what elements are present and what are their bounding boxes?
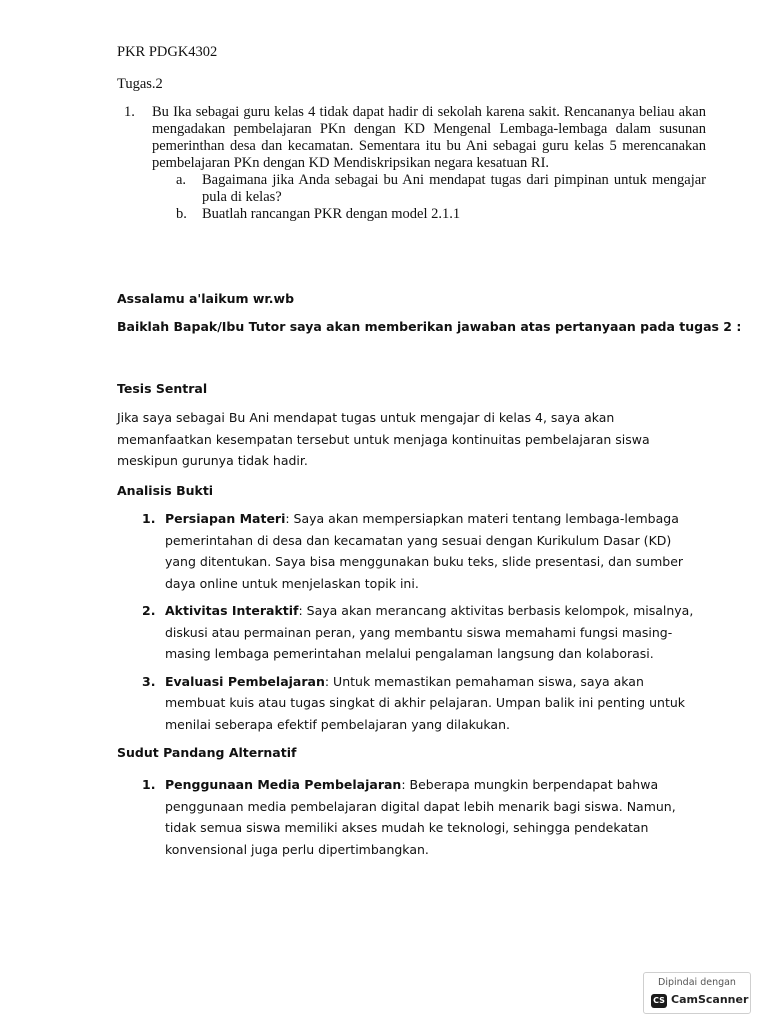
subitem-text: Bagaimana jika Anda sebagai bu Ani mendapat tugas dari pimpinan untuk mengajar pula di kelas? [202,172,706,205]
list-item-title: Evaluasi Pembelajaran [165,673,325,689]
list-item-text: : Saya akan mempersiapkan materi tentang lembaga-lembaga pemerintahan di desa dan kecamatan yang sesuai dengan Kurikulum Dasar (KD) yang ditentukan. Saya bisa menggunakan buku teks, slide presentasi, dan sumber daya online untuk menjelaskan topik ini. [165,511,684,591]
question-subitem-b [176,206,706,223]
list-item [142,774,702,860]
subitem-text: Buatlah rancangan PKR dengan model 2.1.1 [202,206,461,222]
list-item-text: : Beberapa mungkin berpendapat bahwa penggunaan media pembelajaran digital dapat lebih menarik bagi siswa. Namun, tidak semua siswa memiliki akses mudah ke teknologi, sehingga pendekatan konvensional juga perlu dipertimbangkan. [165,777,676,857]
list-item [142,508,702,594]
list-item-number: 3. [142,673,156,689]
analisis-heading: Analisis Bukti [117,483,214,498]
list-item-number: 1. [142,777,156,792]
list-item-title: Penggunaan Media Pembelajaran [165,777,402,792]
subitem-letter: b. [176,206,187,222]
list-item-number: 2. [142,603,156,618]
camscanner-logo-icon: CS [651,994,667,1008]
list-item-text: : Saya akan merancang aktivitas berbasis kelompok, misalnya, diskusi atau permainan peran, yang membantu siswa memahami fungsi masing-masing lembaga pemerintahan melalui pengalaman langsung dan kolaborasi. [165,603,694,661]
analisis-list [142,508,702,741]
list-item-number: 1. [142,511,156,526]
list-item-text: : Untuk memastikan pemahaman siswa, saya akan membuat kuis atau tugas singkat di akhir pelajaran. Umpan balik ini penting untuk menilai seberapa efektif pembelajaran yang dilakukan. [165,673,686,732]
sudut-list [142,774,702,866]
watermark-brand: CamScanner [671,993,749,1006]
tesis-paragraph: Jika saya sebagai Bu Ani mendapat tugas untuk mengajar di kelas 4, saya akan memanfaatkan kesempatan tersebut untuk menjaga kontinuitas pembelajaran siswa meskipun gurunya tidak hadir. [117,410,650,468]
tesis-heading: Tesis Sentral [117,381,208,396]
list-item-title: Aktivitas Interaktif [165,603,299,618]
question-text: Bu Ika sebagai guru kelas 4 tidak dapat hadir di sekolah karena sakit. Rencananya beliau akan mengadakan pembelajaran PKn dengan KD Mengenal Lembaga-lembaga dalam susunan pemerinthan desa dan kecamatan. Sementara itu bu Ani sebagai guru kelas 5 merencanakan pembelajaran PKn dengan KD Mendiskripsikan negara kesatuan RI. [152,104,706,171]
camscanner-watermark [643,972,751,1014]
list-item-title: Persiapan Materi [165,511,286,526]
watermark-caption: Dipindai dengan [658,977,736,988]
question-number: 1. [124,104,135,120]
assignment-title: Tugas.2 [117,76,163,92]
question-block [124,104,706,223]
course-code: PKR PDGK4302 [117,44,218,60]
greeting: Assalamu a'laikum wr.wb [117,291,295,306]
question-subitem-a [176,172,706,206]
sudut-heading: Sudut Pandang Alternatif [117,745,297,760]
answer-intro: Baiklah Bapak/Ibu Tutor saya akan memberikan jawaban atas pertanyaan pada tugas 2 : [117,319,742,334]
list-item [142,671,702,736]
list-item [142,600,702,665]
subitem-letter: a. [176,172,187,188]
